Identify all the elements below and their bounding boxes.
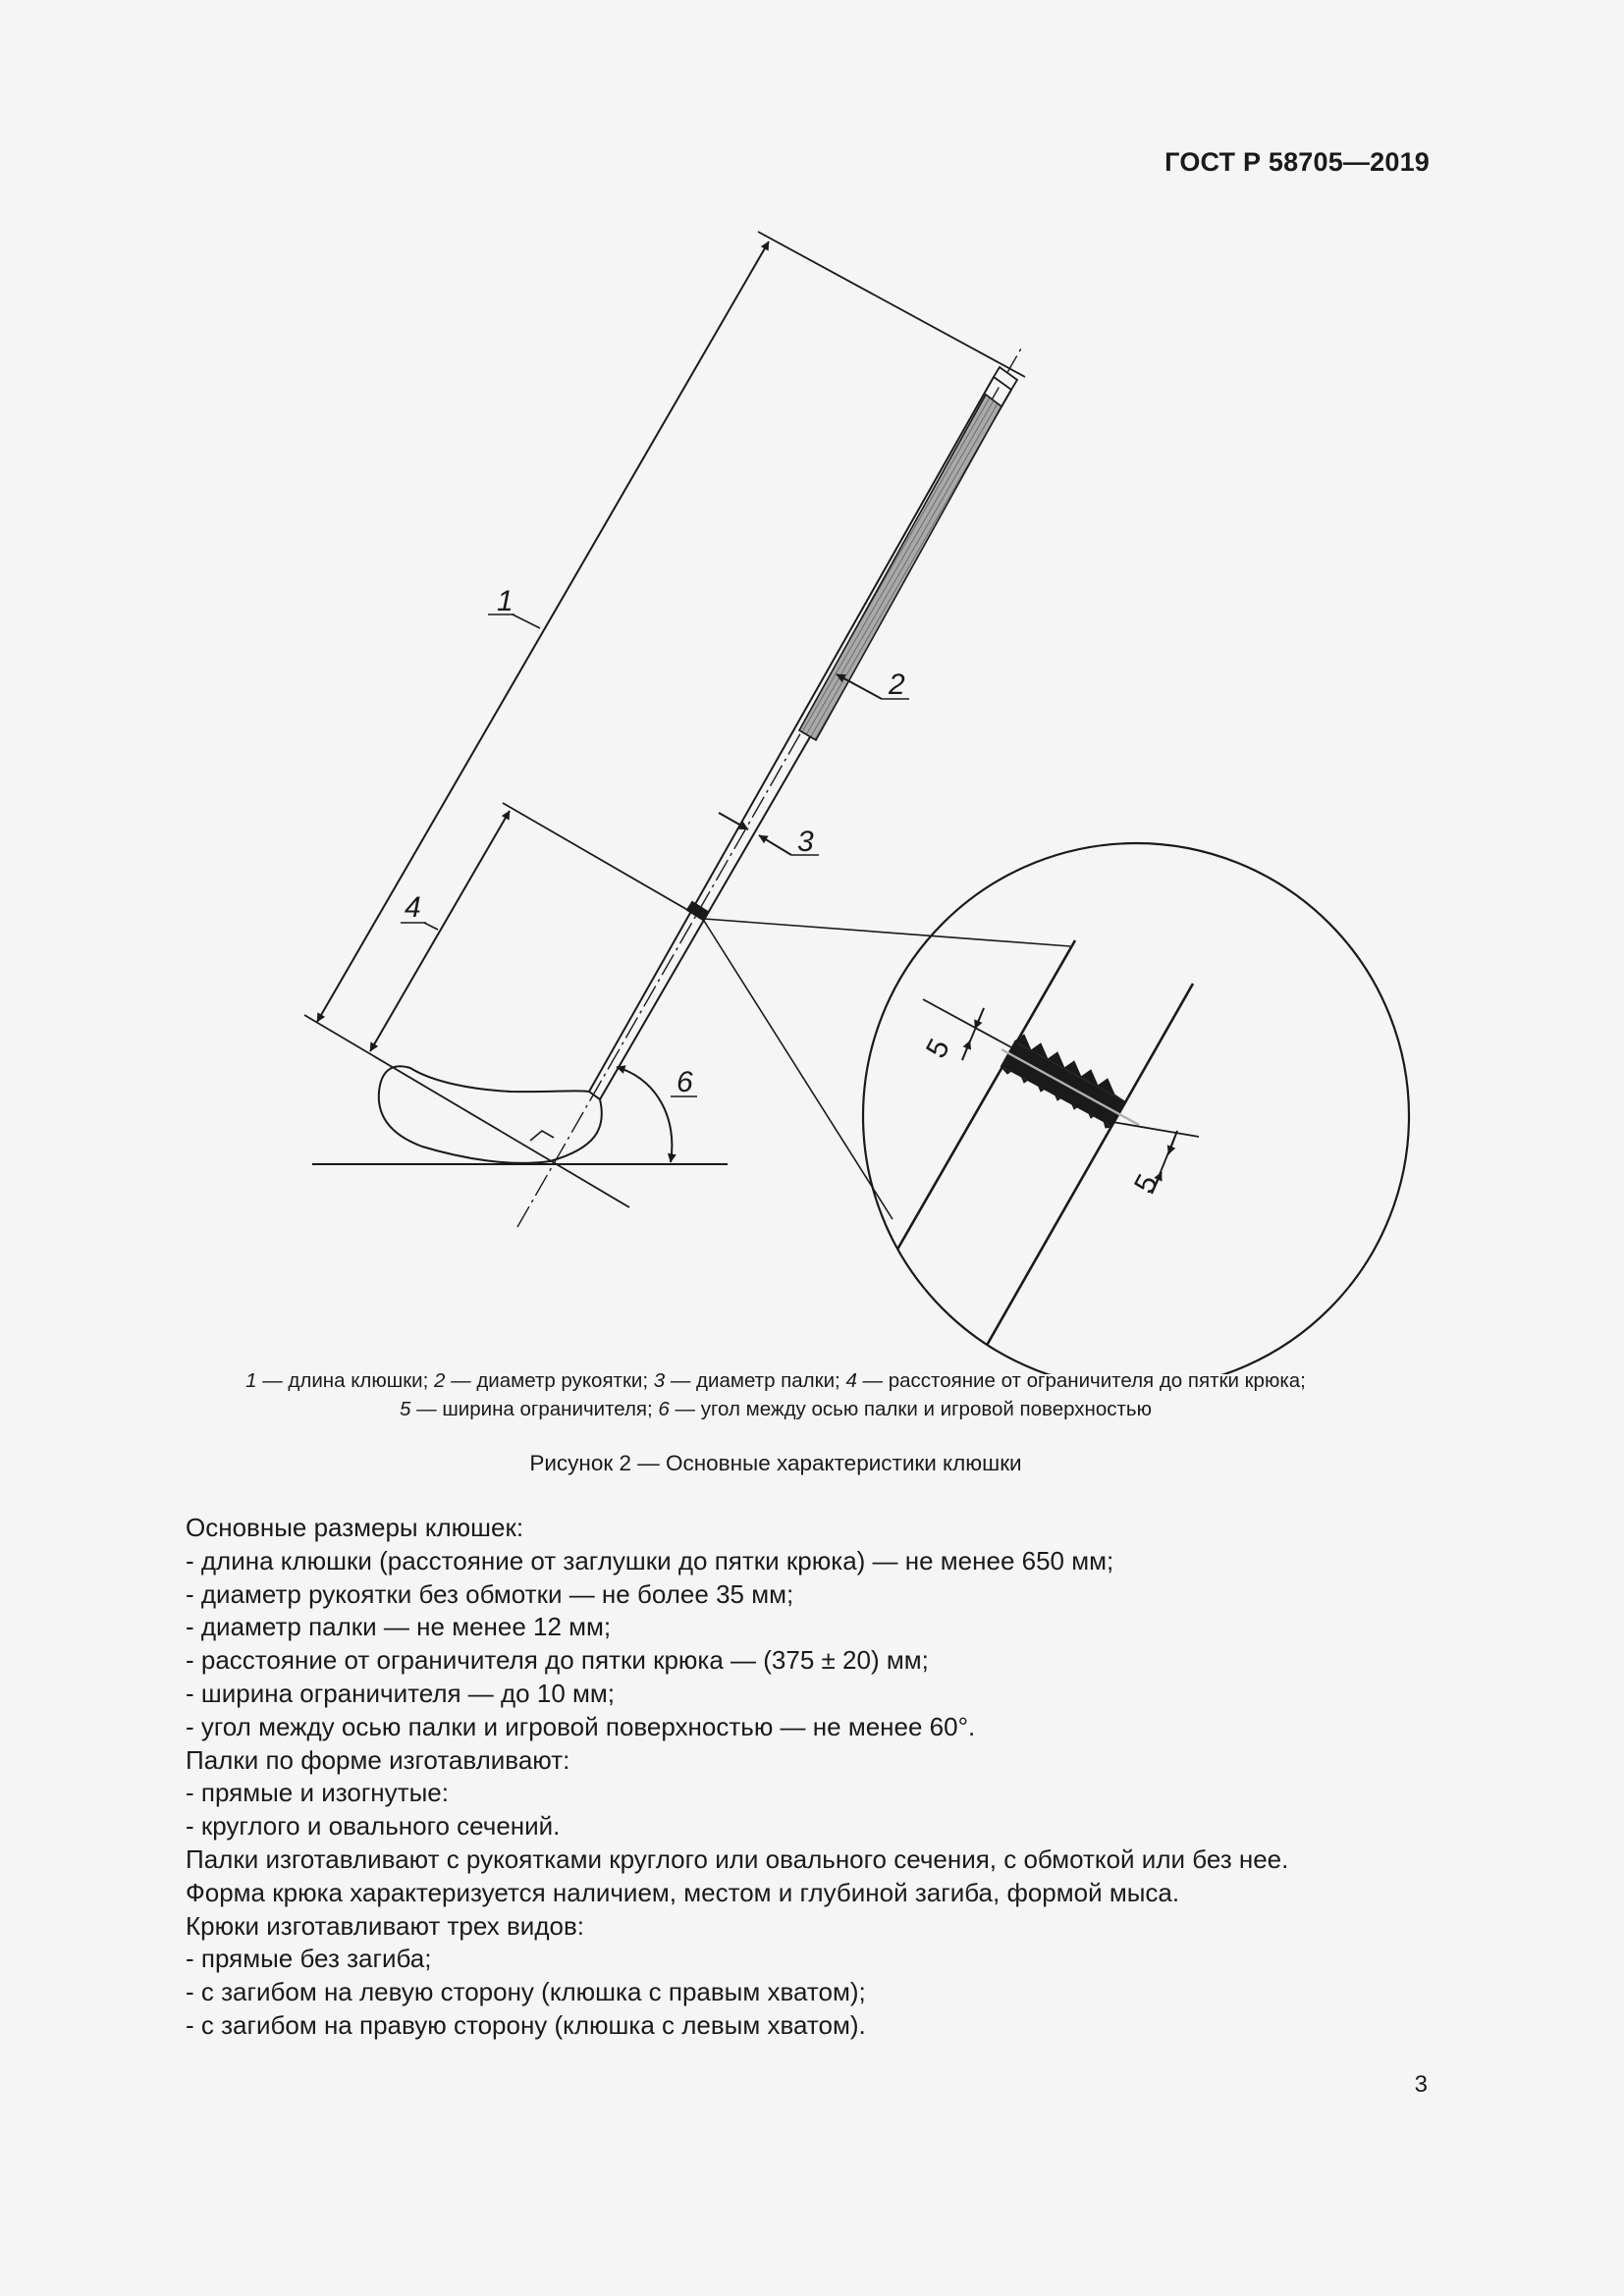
paragraph-line: Палки по форме изготавливают: <box>186 1744 570 1775</box>
detail-view-circle <box>863 843 1409 1374</box>
figure-caption: Рисунок 2 — Основные характеристики клюшки <box>529 1451 1022 1475</box>
width-dim-upper-arrow-a <box>975 1008 984 1029</box>
width-extension-lower <box>1112 1122 1199 1137</box>
dimension-label-4: 4 <box>405 891 421 924</box>
standard-designation: ГОСТ Р 58705—2019 <box>1164 147 1430 177</box>
leader-4 <box>424 923 438 930</box>
detail-axis-line <box>1001 1049 1139 1125</box>
dimension-label-1: 1 <box>497 585 514 617</box>
list-item: - диаметр рукоятки без обмотки — не более 35 мм; <box>186 1578 794 1609</box>
extension-line-top <box>758 232 1025 377</box>
paragraph-line: Форма крюка характеризуется наличием, местом и глубиной загиба, формой мыса. <box>186 1877 1180 1907</box>
body-text <box>186 1512 1452 2043</box>
dimension-line-4 <box>370 811 510 1051</box>
dimension-line-1 <box>317 241 769 1022</box>
paragraph-line: Палки изготавливают с рукоятками круглого или овального сечения, с обмоткой или без нее. <box>186 1843 1289 1874</box>
width-dim-upper-arrow-b <box>962 1041 970 1060</box>
stick-blade <box>379 1066 602 1163</box>
paragraph-line: Основные размеры клюшек: <box>186 1513 524 1542</box>
list-item: - прямые без загиба; <box>186 1944 432 1974</box>
list-item: - ширина ограничителя — до 10 мм; <box>186 1678 615 1708</box>
leader-1 <box>513 614 540 628</box>
dimension-arrow-3-inner <box>759 835 791 855</box>
width-dim-lower-arrow-a <box>1168 1131 1177 1154</box>
figure-legend <box>147 1366 1404 1423</box>
dimension-label-2: 2 <box>889 668 905 701</box>
list-item: - круглого и овального сечений. <box>186 1811 561 1842</box>
legend-line-2: 5 — ширина ограничителя; 6 — угол между осью палки и игровой поверхностью <box>400 1398 1152 1420</box>
detail-callout-line-top <box>704 919 1070 946</box>
detail-shaft-edge-1 <box>872 940 1075 1294</box>
list-item: - расстояние от ограничителя до пятки крюка — (375 ± 20) мм; <box>186 1645 929 1676</box>
extension-line-base <box>304 1015 629 1207</box>
list-item: - диаметр палки — не менее 12 мм; <box>186 1612 612 1642</box>
list-item: - длина клюшки (расстояние от заглушки до пятки крюка) — не менее 650 мм; <box>186 1545 1114 1575</box>
dimension-label-3: 3 <box>797 826 814 858</box>
right-angle-mark <box>530 1131 554 1141</box>
list-item: - угол между осью палки и игровой поверхностью — не менее 60°. <box>186 1711 976 1741</box>
list-item: - с загибом на правую сторону (клюшка с левым хватом). <box>186 2009 866 2040</box>
limiter-block <box>687 902 708 920</box>
width-label-lower: 5 <box>1128 1169 1165 1200</box>
list-item: - прямые и изогнутые: <box>186 1778 449 1808</box>
detail-callout-line-bottom <box>704 921 893 1219</box>
extension-line-limiter <box>503 803 696 915</box>
legend-line-1: 1 — длина клюшки; 2 — диаметр рукоятки; 3 — диаметр палки; 4 — расстояние от ограничителя до пятки крюка; <box>245 1369 1306 1392</box>
stick-shaft-left-edge <box>589 377 994 1092</box>
page-number: 3 <box>1414 2071 1428 2098</box>
width-label-upper: 5 <box>920 1034 957 1064</box>
list-item: - с загибом на левую сторону (клюшка с правым хватом); <box>186 1977 866 2007</box>
paragraph-line: Крюки изготавливают трех видов: <box>186 1910 584 1941</box>
angle-arc-6 <box>617 1067 672 1162</box>
dimension-arrow-3-outer <box>719 813 748 829</box>
dimension-label-6: 6 <box>677 1066 693 1098</box>
